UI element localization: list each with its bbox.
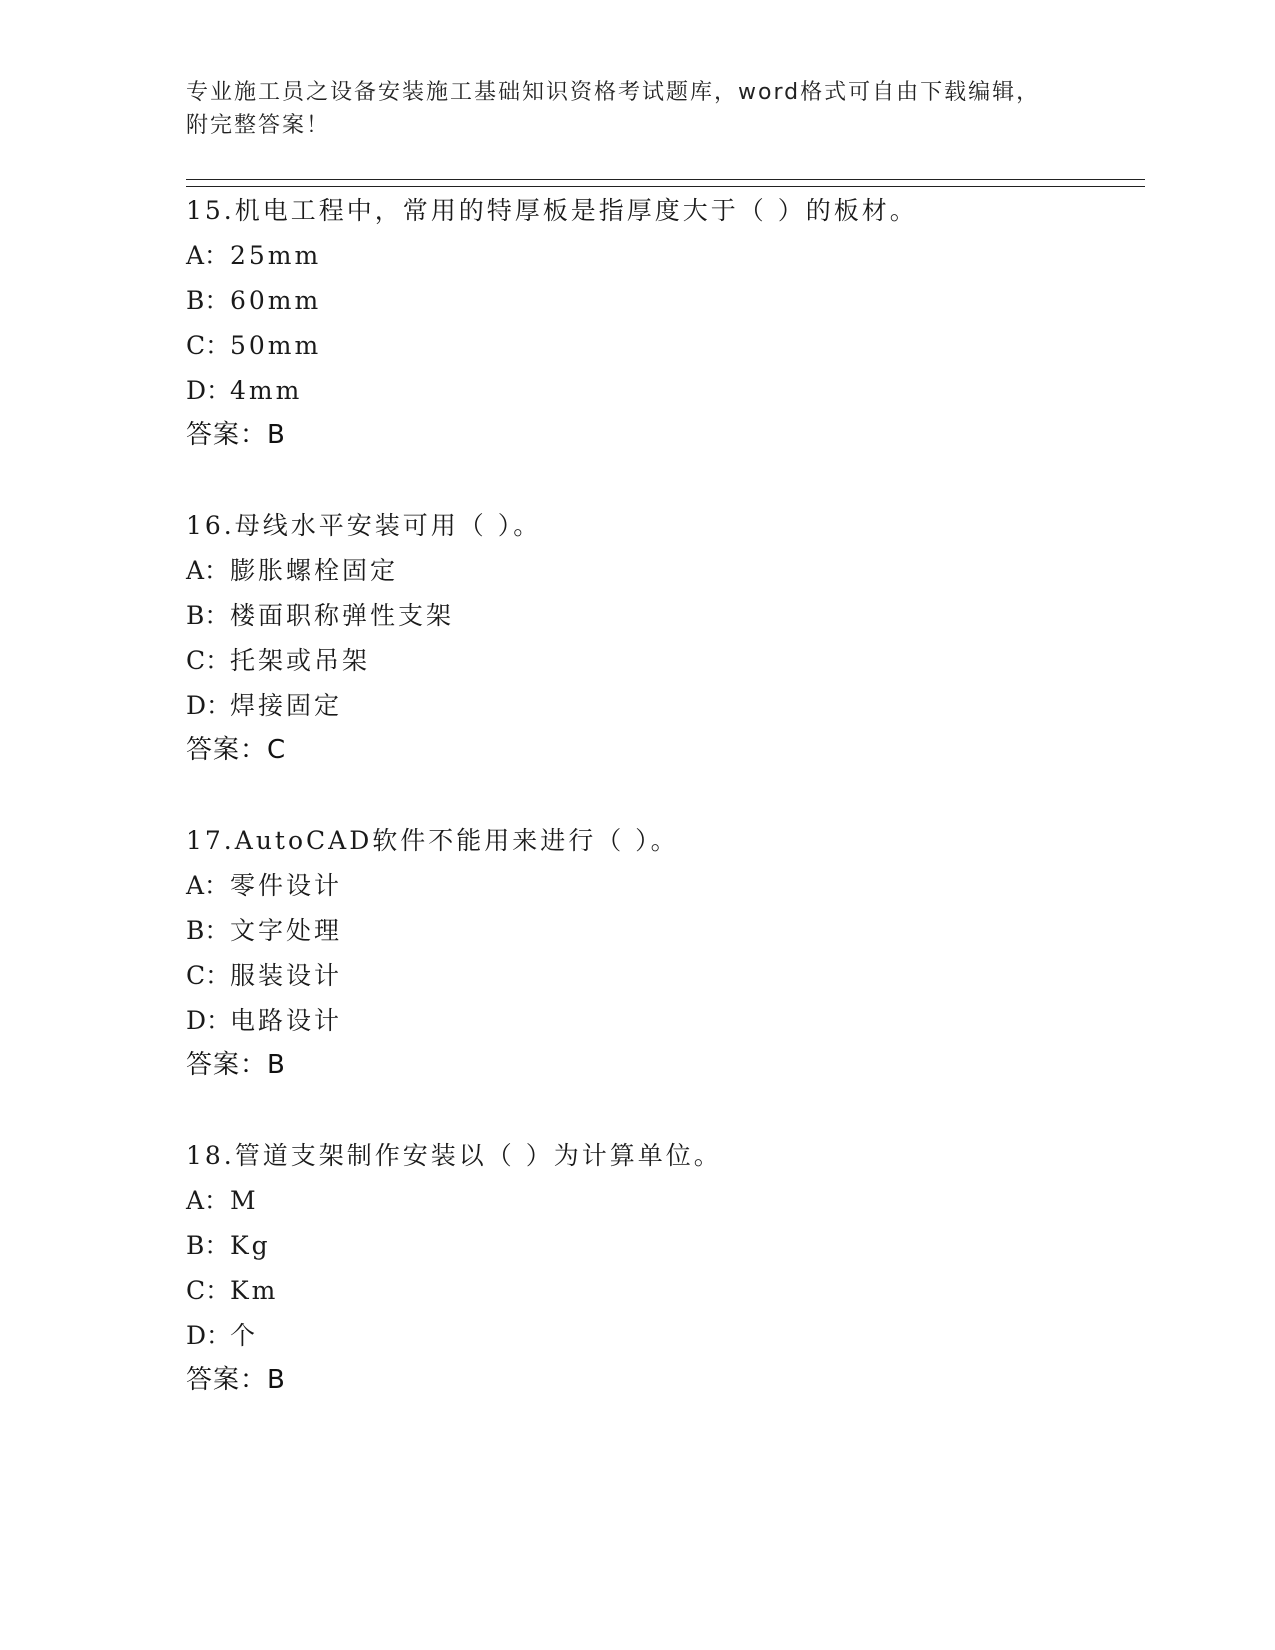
- answer: 答案：B: [186, 1365, 286, 1395]
- option-b: [186, 593, 1146, 638]
- header-line-1: 专业施工员之设备安装施工基础知识资格考试题库，word格式可自由下载编辑，: [186, 80, 1041, 105]
- question-title: 18.管道支架制作安装以（ ）为计算单位。: [186, 1141, 722, 1170]
- document-header: [186, 76, 1146, 142]
- option-key: A：: [186, 1186, 230, 1215]
- header-divider: [186, 179, 1145, 187]
- question-title: 15.机电工程中，常用的特厚板是指厚度大于（ ）的板材。: [186, 196, 918, 225]
- option-key: D：: [186, 691, 232, 720]
- option-text: M: [230, 1186, 259, 1215]
- question-18: [186, 1133, 1146, 1403]
- question-17: [186, 818, 1146, 1088]
- option-text: 焊接固定: [230, 691, 343, 720]
- option-key: C：: [186, 331, 231, 360]
- option-key: B：: [186, 916, 230, 945]
- question-title: 17.AutoCAD软件不能用来进行（ ）。: [186, 826, 679, 855]
- option-text: Kg: [230, 1231, 271, 1260]
- question-16: [186, 503, 1146, 773]
- option-d: [186, 683, 1146, 728]
- option-c: [186, 953, 1146, 998]
- option-text: 4mm: [230, 376, 303, 405]
- option-key: D：: [186, 1321, 232, 1350]
- option-key: D：: [186, 376, 232, 405]
- answer: 答案：C: [186, 735, 287, 765]
- option-d: [186, 368, 1146, 413]
- option-key: B：: [186, 1231, 230, 1260]
- option-c: [186, 1268, 1146, 1313]
- option-text: 25mm: [230, 241, 322, 270]
- answer: 答案：B: [186, 420, 286, 450]
- option-text: Km: [230, 1276, 279, 1305]
- question-title: 16.母线水平安装可用（ ）。: [186, 511, 542, 540]
- option-key: B：: [186, 286, 230, 315]
- header-line-2: 附完整答案！: [186, 113, 331, 138]
- option-b: [186, 908, 1146, 953]
- option-text: 电路设计: [230, 1006, 343, 1035]
- option-c: [186, 638, 1146, 683]
- option-text: 50mm: [230, 331, 322, 360]
- option-key: C：: [186, 961, 231, 990]
- option-key: B：: [186, 601, 230, 630]
- question-15: [186, 188, 1146, 458]
- option-key: C：: [186, 1276, 231, 1305]
- option-text: 个: [230, 1321, 259, 1350]
- option-key: A：: [186, 556, 230, 585]
- option-text: 托架或吊架: [230, 646, 371, 675]
- option-key: A：: [186, 871, 230, 900]
- option-text: 零件设计: [230, 871, 343, 900]
- option-text: 服装设计: [230, 961, 343, 990]
- option-text: 文字处理: [230, 916, 343, 945]
- option-a: [186, 548, 1146, 593]
- option-b: [186, 1223, 1146, 1268]
- option-d: [186, 998, 1146, 1043]
- option-key: D：: [186, 1006, 232, 1035]
- option-text: 60mm: [230, 286, 322, 315]
- option-a: [186, 863, 1146, 908]
- option-text: 楼面职称弹性支架: [230, 601, 455, 630]
- option-b: [186, 278, 1146, 323]
- answer: 答案：B: [186, 1050, 286, 1080]
- option-c: [186, 323, 1146, 368]
- option-key: C：: [186, 646, 231, 675]
- option-d: [186, 1313, 1146, 1358]
- option-a: [186, 233, 1146, 278]
- option-a: [186, 1178, 1146, 1223]
- option-key: A：: [186, 241, 230, 270]
- option-text: 膨胀螺栓固定: [230, 556, 399, 585]
